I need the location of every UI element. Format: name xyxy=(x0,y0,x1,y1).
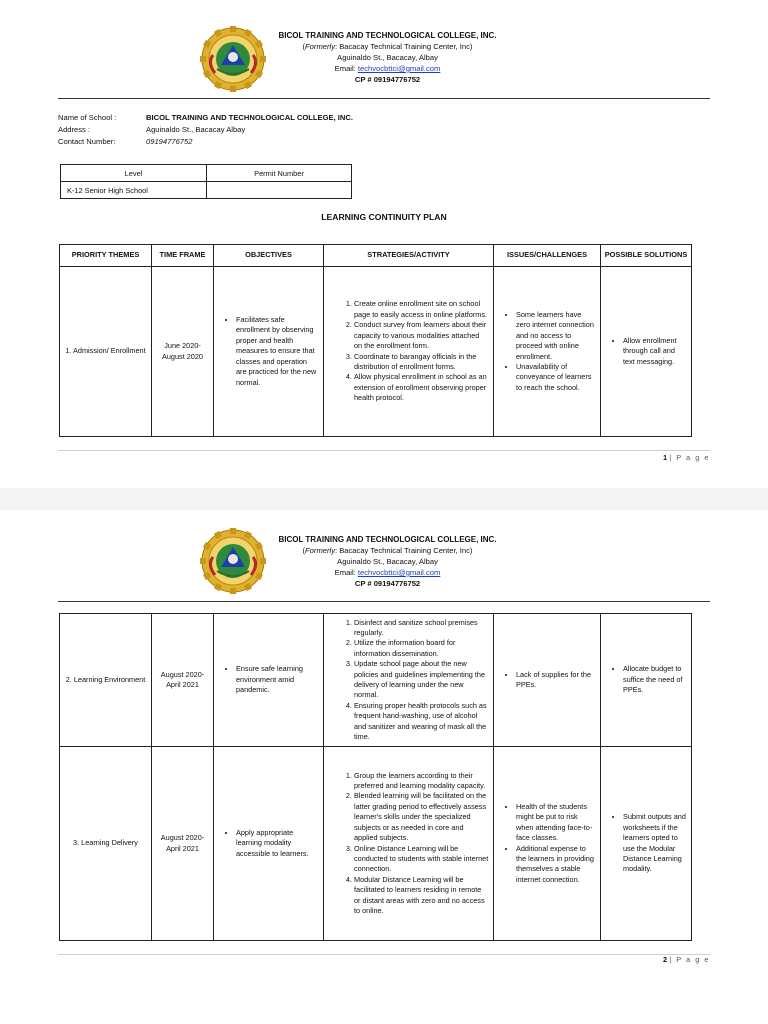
table-row xyxy=(60,614,692,747)
table-row xyxy=(60,267,692,437)
footer-divider xyxy=(58,450,710,451)
email-line: Email: techvocbttci@gmail.com xyxy=(334,64,441,73)
col-strategies: STRATEGIES/ACTIVITY xyxy=(324,245,494,267)
email-link[interactable]: techvocbttci@gmail.com xyxy=(357,568,441,577)
contact-phone: CP # 09194776752 xyxy=(354,75,421,84)
school-name-value: BICOL TRAINING AND TECHNOLOGICAL COLLEGE, INC. xyxy=(146,113,353,122)
theme-cell: 2. Learning Environment xyxy=(60,614,152,747)
objectives-cell: • Facilitates safe enrollment by observing proper and health measures to ensure that classes and operation are practiced for the new normal. xyxy=(214,267,324,437)
solutions-cell: • Submit outputs and worksheets if the learners opted to use the Modular Distance Learning modality. xyxy=(601,747,692,941)
page-separator xyxy=(0,488,768,512)
time-cell: August 2020- April 2021 xyxy=(152,747,214,941)
footer-divider xyxy=(58,954,710,955)
college-logo-icon xyxy=(200,528,266,594)
permit-col-level: Level xyxy=(61,165,207,182)
time-cell: June 2020- August 2020 xyxy=(152,267,214,437)
document-page-2 xyxy=(0,510,768,1024)
objectives-cell: • Ensure safe learning environment amid pandemic. xyxy=(214,614,324,747)
school-info: Name of School : BICOL TRAINING AND TECHNOLOGICAL COLLEGE, INC. Address : Aguinaldo St., Bacacay Albay Contact Number: 09194776752 xyxy=(58,113,353,146)
document-page-1 xyxy=(0,0,768,490)
col-issues: ISSUES/CHALLENGES xyxy=(494,245,601,267)
issues-cell: • Health of the students might be put to risk when attending face-to-face classes. • Additional expense to the learners in providing themselves a stable internet connection. xyxy=(494,747,601,941)
solutions-cell: • Allow enrollment through call and text messaging. xyxy=(601,267,692,437)
plan-table-page-2 xyxy=(59,613,692,941)
solutions-cell: • Allocate budget to suffice the need of PPEs. xyxy=(601,614,692,747)
strategies-cell: 1. Create online enrollment site on school page to easily access in online platforms. 2. Conduct survey from learners about their capacity to various modalities attached on the enrollment form. 3. Coordinate to barangay officials in the distribution of enrollment forms. 4. Allow physical enrollment in school as an extension of enrollment observing proper health protocol. xyxy=(324,267,494,437)
theme-cell: 1. Admission/ Enrollment xyxy=(60,267,152,437)
table-row xyxy=(60,747,692,941)
institution-address: Aguinaldo St., Bacacay, Albay xyxy=(337,53,438,62)
former-name: (Formerly: Bacacay Technical Training Center, Inc) xyxy=(302,42,473,51)
level-value: K-12 Senior High School xyxy=(61,182,207,199)
school-address-value: Aguinaldo St., Bacacay Albay xyxy=(146,125,246,134)
header-divider xyxy=(58,601,710,602)
issues-cell: • Lack of supplies for the PPEs. xyxy=(494,614,601,747)
college-logo-icon xyxy=(200,26,266,92)
email-link[interactable]: techvocbttci@gmail.com xyxy=(357,64,441,73)
col-solutions: POSSIBLE SOLUTIONS xyxy=(601,245,692,267)
plan-table-page-1 xyxy=(59,244,692,437)
letterhead: BICOL TRAINING AND TECHNOLOGICAL COLLEGE, INC. (Formerly: Bacacay Technical Training Center, Inc) Aguinaldo St., Bacacay, Albay Email: techvocbttci@gmail.com CP # 09194776752 xyxy=(278,535,497,588)
strategies-cell: 1. Disinfect and sanitize school premises regularly. 2. Utilize the information board for information dissemination. 3. Update school page about the new policies and guidelines implementing the delivery of learning under the new normal. 4. Ensuring proper health protocols such as frequent hand-washing, use of alcohol and sanitizer and wearing of mask all the time. xyxy=(324,614,494,747)
plan-title: LEARNING CONTINUITY PLAN xyxy=(321,212,447,222)
permit-col-number: Permit Number xyxy=(207,165,352,182)
col-priority-themes: PRIORITY THEMES xyxy=(60,245,152,267)
header-divider xyxy=(58,98,710,99)
issues-cell: • Some learners have zero internet connection and no access to proceed with online enrollment. • Unavailability of conveyance of learners to reach the school. xyxy=(494,267,601,437)
time-cell: August 2020- April 2021 xyxy=(152,614,214,747)
institution-name: BICOL TRAINING AND TECHNOLOGICAL COLLEGE, INC. xyxy=(278,31,497,40)
permit-number-value xyxy=(207,182,352,199)
theme-cell: 3. Learning Delivery xyxy=(60,747,152,941)
school-contact-value: 09194776752 xyxy=(146,137,193,146)
objectives-cell: • Apply appropriate learning modality accessible to learners. xyxy=(214,747,324,941)
col-objectives: OBJECTIVES xyxy=(214,245,324,267)
page-number: 1 | P a g e xyxy=(663,453,710,462)
letterhead xyxy=(270,30,505,85)
plan-header-row xyxy=(60,245,692,267)
strategies-cell: 1. Group the learners according to their preferred and learning modality capacity. 2. Blended learning will be facilitated on the latter grading period to effectively assess learner's skills under the specialized subjects or as needed in core and applied subjects. 3. Online Distance Learning will be conducted to students with stable internet connection. 4. Modular Distance Learning will be facilitated to learners residing in remote or distant areas with zero and no access to online. xyxy=(324,747,494,941)
permit-table xyxy=(60,164,352,199)
col-time-frame: TIME FRAME xyxy=(152,245,214,267)
page-number: 2 | P a g e xyxy=(663,955,710,964)
